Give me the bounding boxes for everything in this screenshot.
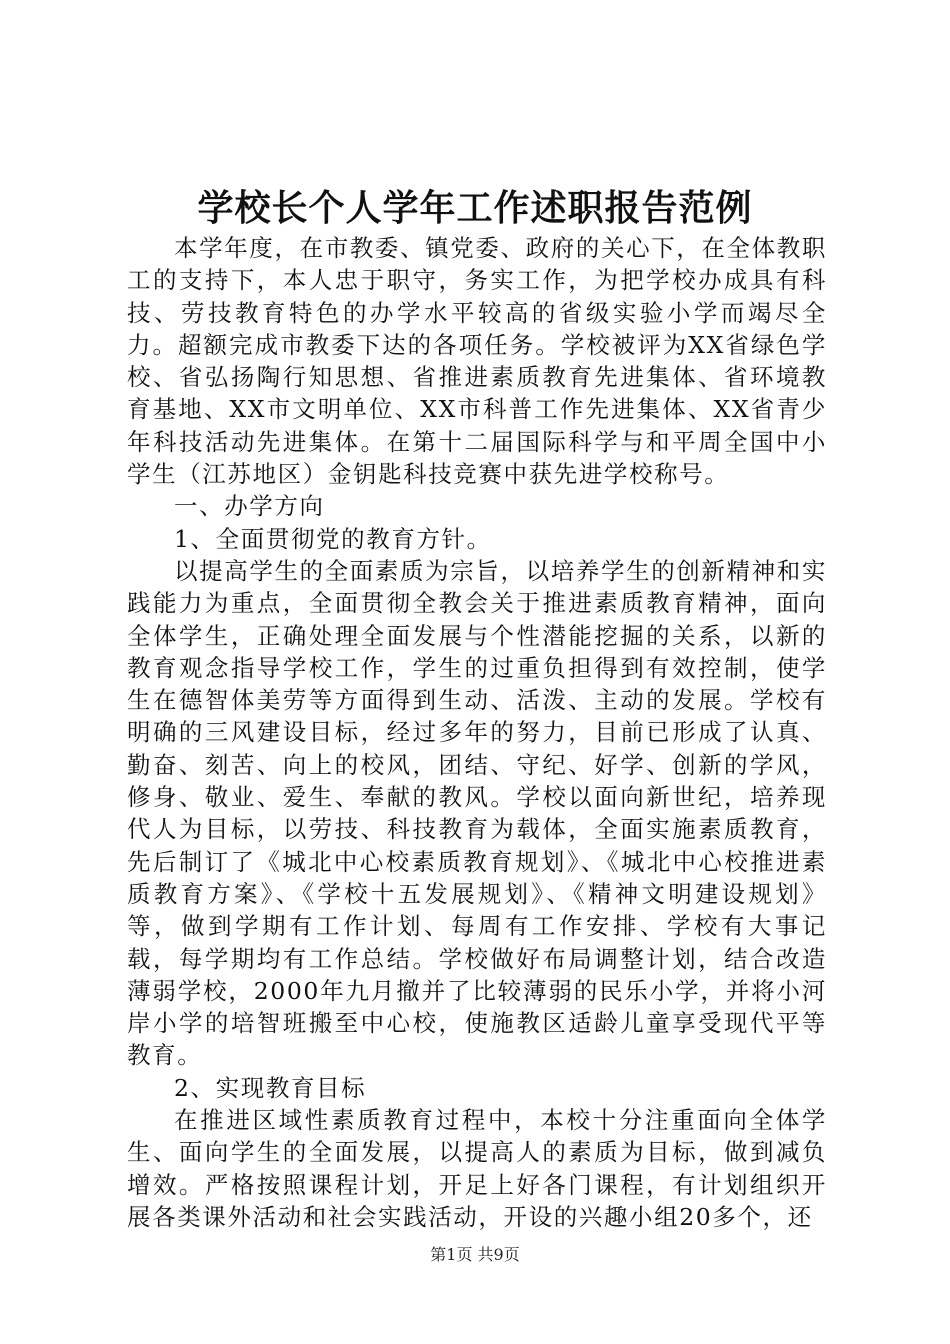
document-body — [127, 232, 827, 1233]
document-title: 学校长个人学年工作述职报告范例 — [197, 187, 753, 229]
subsection-heading-2: 2、实现教育目标 — [174, 1073, 367, 1102]
paragraph-education-policy: 以提高学生的全面素质为宗旨，以培养学生的创新精神和实践能力为重点，全面贯彻全教会关于推进素质教育精神，面向全体学生，正确处理全面发展与个性潜能挖掘的关系，以新的教育观念指导学校工作，学生的过重负担得到有效控制，使学生在德智体美劳等方面得到生动、活泼、主动的发展。学校有明确的三风建设目标，经过多年的努力，目前已形成了认真、勤奋、刻苦、向上的校风，团结、守纪、好学、创新的学风，修身、敬业、爱生、奉献的教风。学校以面向新世纪，培养现代人为目标，以劳技、科技教育为载体，全面实施素质教育，先后制订了《城北中心校素质教育规划》、《城北中心校推进素质教育方案》、《学校十五发展规划》、《精神文明建设规划》等，做到学期有工作计划、每周有工作安排、学校有大事记载，每学期均有工作总结。学校做好布局调整计划，结合改造薄弱学校，2000年九月撤并了比较薄弱的民乐小学，并将小河岸小学的培智班搬至中心校，使施教区适龄儿童享受现代平等教育。 — [127, 556, 827, 1070]
paragraph-intro: 本学年度，在市教委、镇党委、政府的关心下，在全体教职工的支持下，本人忠于职守，务实工作，为把学校办成具有科技、劳技教育特色的办学水平较高的省级实验小学而竭尽全力。超额完成市教委下达的各项任务。学校被评为XX省绿色学校、省弘扬陶行知思想、省推进素质教育先进集体、省环境教育基地、XX市文明单位、XX市科普工作先进集体、XX省青少年科技活动先进集体。在第十二届国际科学与和平周全国中小学生（江苏地区）金钥匙科技竞赛中获先进学校称号。 — [127, 234, 827, 489]
paragraph-education-goals: 在推进区域性素质教育过程中，本校十分注重面向全体学生、面向学生的全面发展，以提高人的素质为目标，做到减负增效。严格按照课程计划，开足上好各门课程，有计划组织开展各类课外活动和社会实践活动，开设的兴趣小组20多个，还 — [127, 1106, 827, 1231]
section-heading-1: 一、办学方向 — [174, 492, 325, 521]
page-footer: 第1页 共9页 — [430, 1245, 520, 1264]
subsection-heading-1: 1、全面贯彻党的教育方针。 — [174, 524, 492, 553]
